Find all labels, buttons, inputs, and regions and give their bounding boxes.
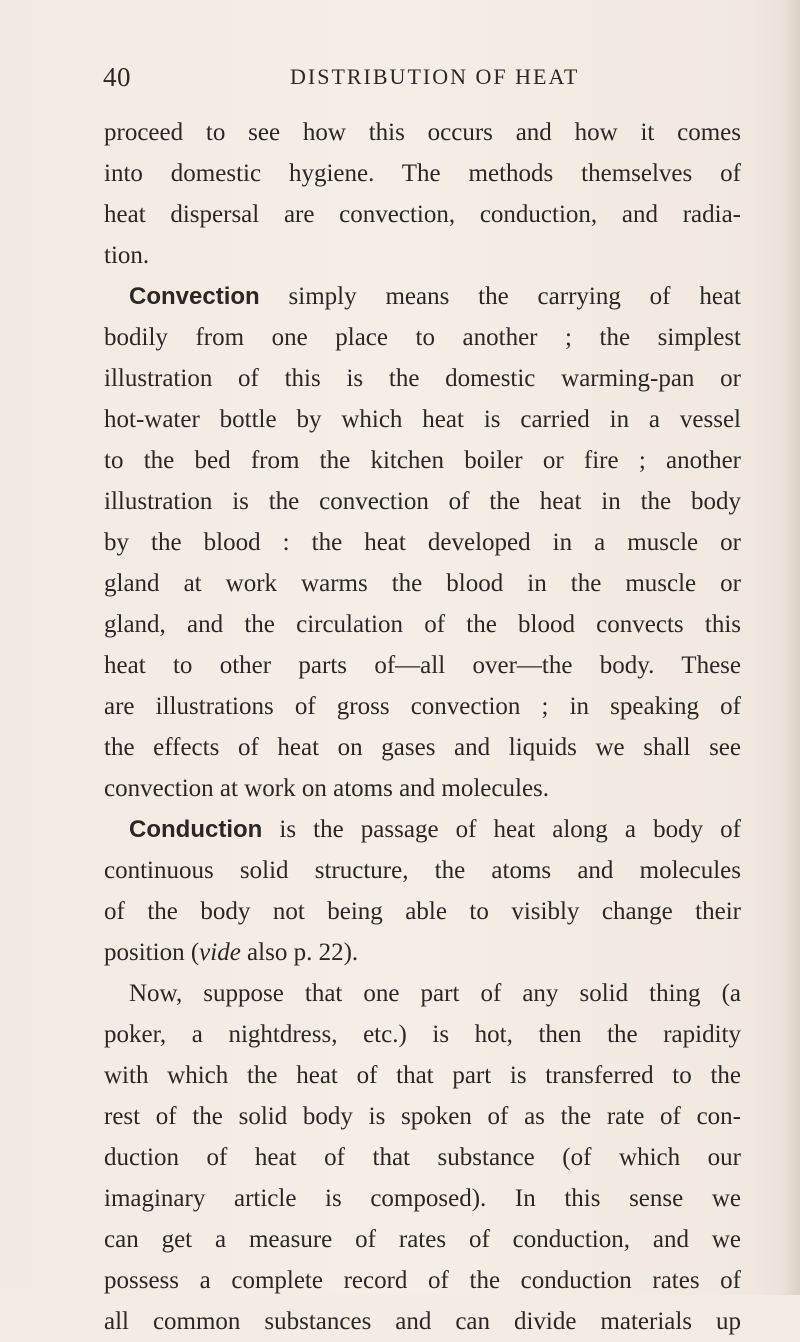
page-number: 40: [103, 62, 131, 92]
text-line: possess a complete record of the conduction rates of: [104, 1267, 741, 1294]
text-line: illustration is the convection of the heat in the body: [104, 488, 741, 515]
text-line: with which the heat of that part is transferred to the: [104, 1062, 741, 1089]
text-line: Now, suppose that one part of any solid thing (a: [129, 980, 741, 1007]
italic-vide: vide: [199, 939, 241, 966]
text-line: poker, a nightdress, etc.) is hot, then the rapidity: [104, 1021, 741, 1048]
text-line: the effects of heat on gases and liquids we shall see: [104, 734, 741, 761]
text-line: all common substances and can divide materials up: [104, 1308, 741, 1335]
text-line: convection at work on atoms and molecules.: [104, 775, 550, 802]
text-line: can get a measure of rates of conduction, and we: [104, 1226, 741, 1253]
text-line: by the blood : the heat developed in a muscle or: [104, 529, 741, 556]
term-convection: Convection: [129, 283, 260, 310]
text-line: illustration of this is the domestic warming-pan or: [104, 365, 741, 392]
term-conduction: Conduction: [129, 816, 263, 843]
text-line: Convection simply means the carrying of heat: [129, 283, 741, 310]
text-line: are illustrations of gross convection ; in speaking of: [104, 693, 741, 720]
text-line: imaginary article is composed). In this sense we: [104, 1185, 741, 1212]
text-line: duction of heat of that substance (of which our: [104, 1144, 741, 1171]
text-line: hot-water bottle by which heat is carried in a vessel: [104, 406, 741, 433]
text-line: heat dispersal are convection, conduction, and radia-: [104, 201, 741, 228]
text-line: to the bed from the kitchen boiler or fire ; another: [104, 447, 741, 474]
body-text: [104, 112, 744, 1342]
text-line: Conduction is the passage of heat along a body of: [129, 816, 741, 843]
text-line: heat to other parts of—all over—the body. These: [104, 652, 741, 679]
text-line: gland at work warms the blood in the muscle or: [104, 570, 741, 597]
text-line: into domestic hygiene. The methods themselves of: [104, 160, 741, 187]
text-line: bodily from one place to another ; the simplest: [104, 324, 741, 351]
running-head: DISTRIBUTION OF HEAT: [290, 64, 580, 89]
text-line: of the body not being able to visibly change their: [104, 898, 741, 925]
text-line: continuous solid structure, the atoms and molecules: [104, 857, 741, 884]
text-line: position (vide also p. 22).: [104, 939, 359, 966]
text-line: proceed to see how this occurs and how it comes: [104, 119, 741, 146]
text-line: rest of the solid body is spoken of as the rate of con-: [104, 1103, 741, 1130]
page-header: [103, 58, 743, 98]
text-line: gland, and the circulation of the blood convects this: [104, 611, 741, 638]
text-line: tion.: [104, 242, 150, 269]
page-edge-shadow: [782, 0, 800, 1295]
